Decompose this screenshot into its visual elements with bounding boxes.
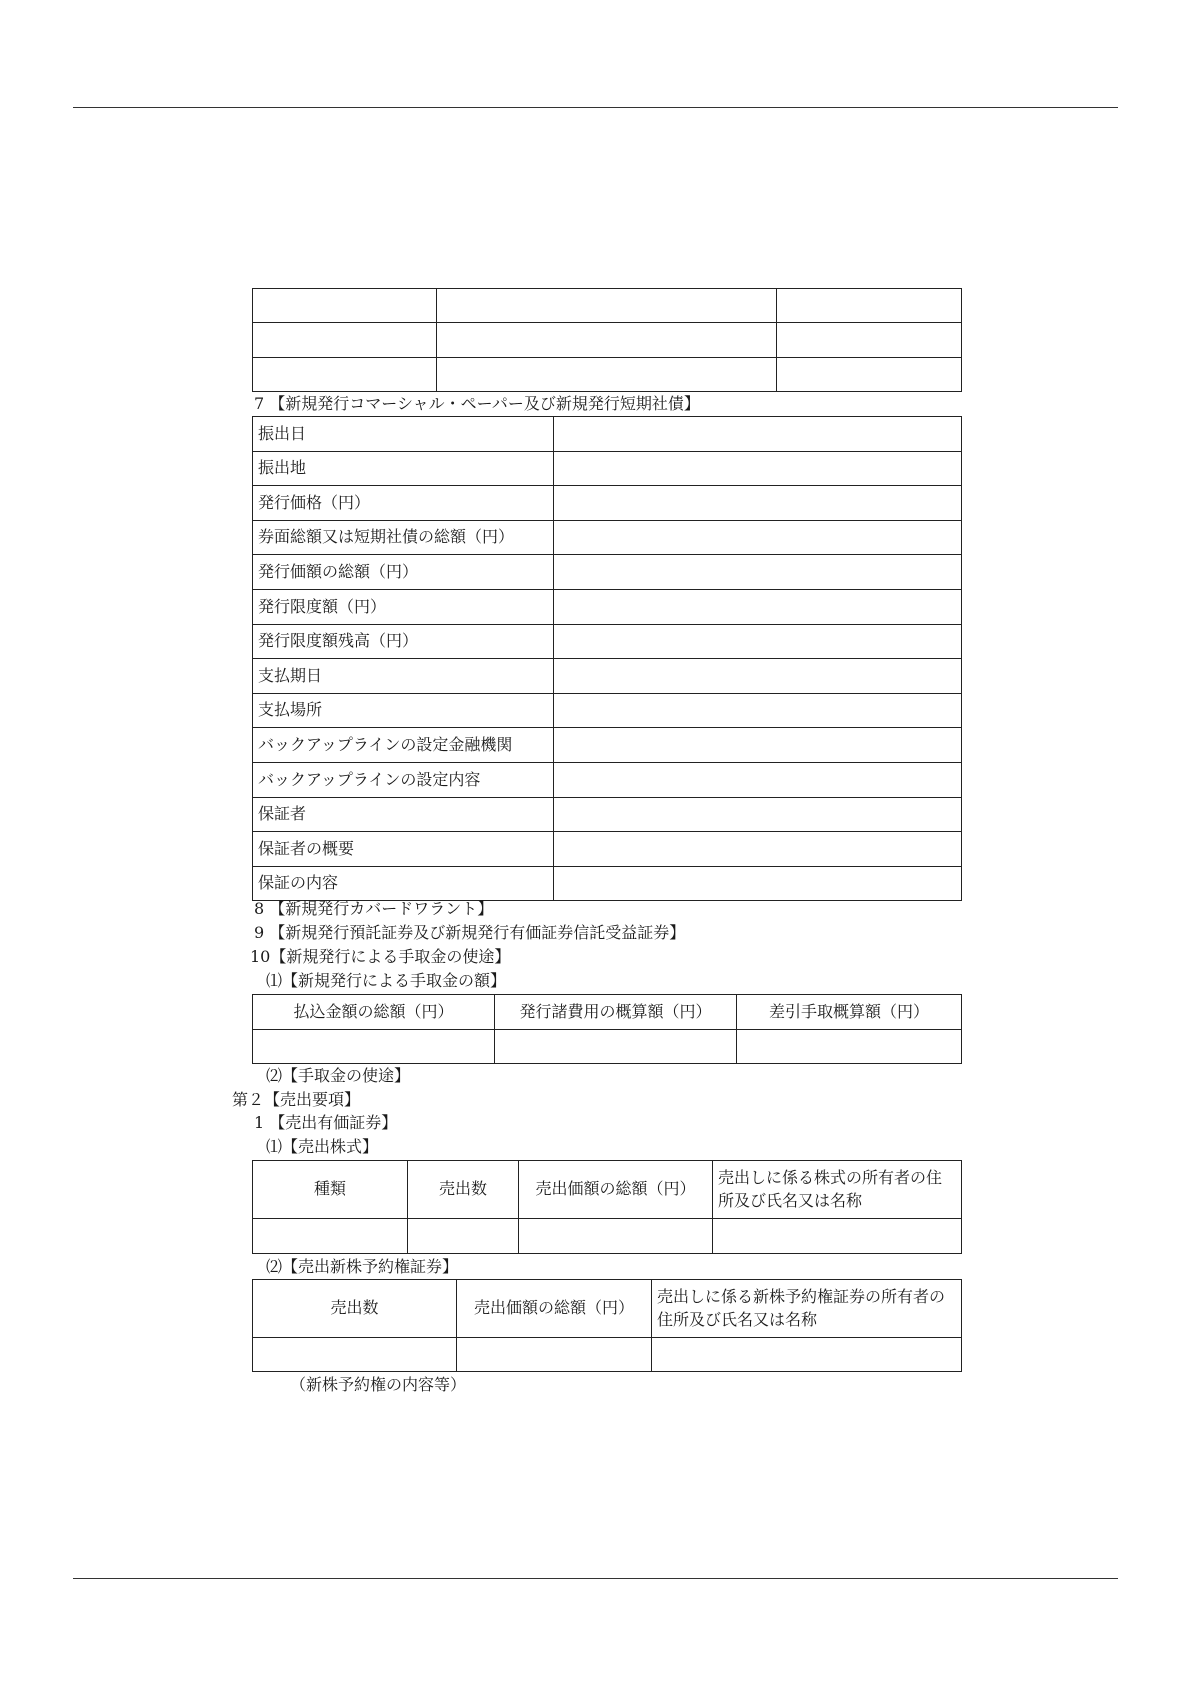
column-header: 売出価額の総額（円） (519, 1161, 713, 1219)
row-label: 振出日 (253, 417, 554, 452)
row-label: 振出地 (253, 451, 554, 486)
table-cell (652, 1338, 962, 1372)
table-row (253, 486, 962, 521)
table-row (253, 1161, 962, 1219)
row-label: バックアップラインの設定金融機関 (253, 728, 554, 763)
table-cell (408, 1219, 519, 1254)
offering-securities-heading: 1 【売出有価証券】 (254, 1113, 398, 1132)
table-row (253, 832, 962, 867)
offering-warrants-table (252, 1279, 962, 1372)
row-value (554, 589, 962, 624)
table-row (253, 728, 962, 763)
row-label: 保証者の概要 (253, 832, 554, 867)
row-value (554, 659, 962, 694)
top-table (252, 288, 962, 392)
row-value (554, 555, 962, 590)
table-cell (457, 1338, 652, 1372)
table-row (253, 866, 962, 901)
section7-heading: 7 【新規発行コマーシャル・ペーパー及び新規発行短期社債】 (254, 394, 700, 413)
proceeds-use-heading: ⑵【手取金の使途】 (266, 1066, 411, 1085)
table-row (253, 289, 962, 323)
table-cell (519, 1219, 713, 1254)
row-label: 保証者 (253, 797, 554, 832)
offering-stocks-heading: ⑴【売出株式】 (266, 1137, 379, 1156)
section8-heading: 8 【新規発行カバードワラント】 (254, 899, 494, 918)
column-header: 売出しに係る新株予約権証券の所有者の住所及び氏名又は名称 (652, 1280, 962, 1338)
row-value (554, 693, 962, 728)
section9-heading: 9 【新規発行預託証券及び新規発行有価証券信託受益証券】 (254, 923, 686, 942)
table-row (253, 1280, 962, 1338)
row-value (554, 797, 962, 832)
row-label: 支払期日 (253, 659, 554, 694)
row-label: 保証の内容 (253, 866, 554, 901)
row-value (554, 417, 962, 452)
table-row (253, 624, 962, 659)
table-cell (253, 323, 437, 358)
table-cell (253, 1338, 457, 1372)
table-cell (437, 289, 777, 323)
table-row (253, 417, 962, 452)
table-cell (777, 358, 962, 392)
table-row (253, 1030, 962, 1064)
table-cell (437, 358, 777, 392)
row-value (554, 762, 962, 797)
table-row (253, 323, 962, 358)
row-value (554, 624, 962, 659)
row-value (554, 520, 962, 555)
table-row (253, 589, 962, 624)
table-cell (253, 1030, 495, 1064)
table-row (253, 797, 962, 832)
column-header: 売出数 (408, 1161, 519, 1219)
column-header: 売出価額の総額（円） (457, 1280, 652, 1338)
row-value (554, 451, 962, 486)
proceeds-amount-heading: ⑴【新規発行による手取金の額】 (266, 971, 507, 990)
part2-heading: 第２【売出要項】 (232, 1090, 361, 1109)
row-label: 発行限度額（円） (253, 589, 554, 624)
table-row (253, 451, 962, 486)
table-cell (777, 323, 962, 358)
row-label: バックアップラインの設定内容 (253, 762, 554, 797)
table-cell (495, 1030, 737, 1064)
table-row (253, 1338, 962, 1372)
table-cell (253, 1219, 408, 1254)
column-header: 差引手取概算額（円） (737, 995, 962, 1030)
warrant-details-note: （新株予約権の内容等） (290, 1375, 467, 1394)
table-row (253, 358, 962, 392)
row-value (554, 866, 962, 901)
section10-heading: 10【新規発行による手取金の使途】 (250, 947, 511, 966)
table-row (253, 995, 962, 1030)
table-row (253, 693, 962, 728)
row-label: 発行限度額残高（円） (253, 624, 554, 659)
row-label: 発行価格（円） (253, 486, 554, 521)
header-rule (73, 107, 1118, 108)
column-header: 売出しに係る株式の所有者の住所及び氏名又は名称 (713, 1161, 962, 1219)
table-row (253, 520, 962, 555)
row-value (554, 832, 962, 867)
column-header: 発行諸費用の概算額（円） (495, 995, 737, 1030)
table-cell (437, 323, 777, 358)
row-value (554, 486, 962, 521)
column-header: 売出数 (253, 1280, 457, 1338)
column-header: 種類 (253, 1161, 408, 1219)
table-row (253, 659, 962, 694)
row-value (554, 728, 962, 763)
table-cell (737, 1030, 962, 1064)
table-cell (253, 358, 437, 392)
table-row (253, 1219, 962, 1254)
offering-stocks-table (252, 1160, 962, 1254)
table-row (253, 762, 962, 797)
column-header: 払込金額の総額（円） (253, 995, 495, 1030)
row-label: 支払場所 (253, 693, 554, 728)
proceeds-table (252, 994, 962, 1064)
offering-warrants-heading: ⑵【売出新株予約権証券】 (266, 1257, 459, 1276)
footer-rule (73, 1578, 1118, 1579)
table-row (253, 555, 962, 590)
table-cell (713, 1219, 962, 1254)
cp-details-table (252, 416, 962, 901)
row-label: 発行価額の総額（円） (253, 555, 554, 590)
table-cell (253, 289, 437, 323)
row-label: 券面総額又は短期社債の総額（円） (253, 520, 554, 555)
table-cell (777, 289, 962, 323)
